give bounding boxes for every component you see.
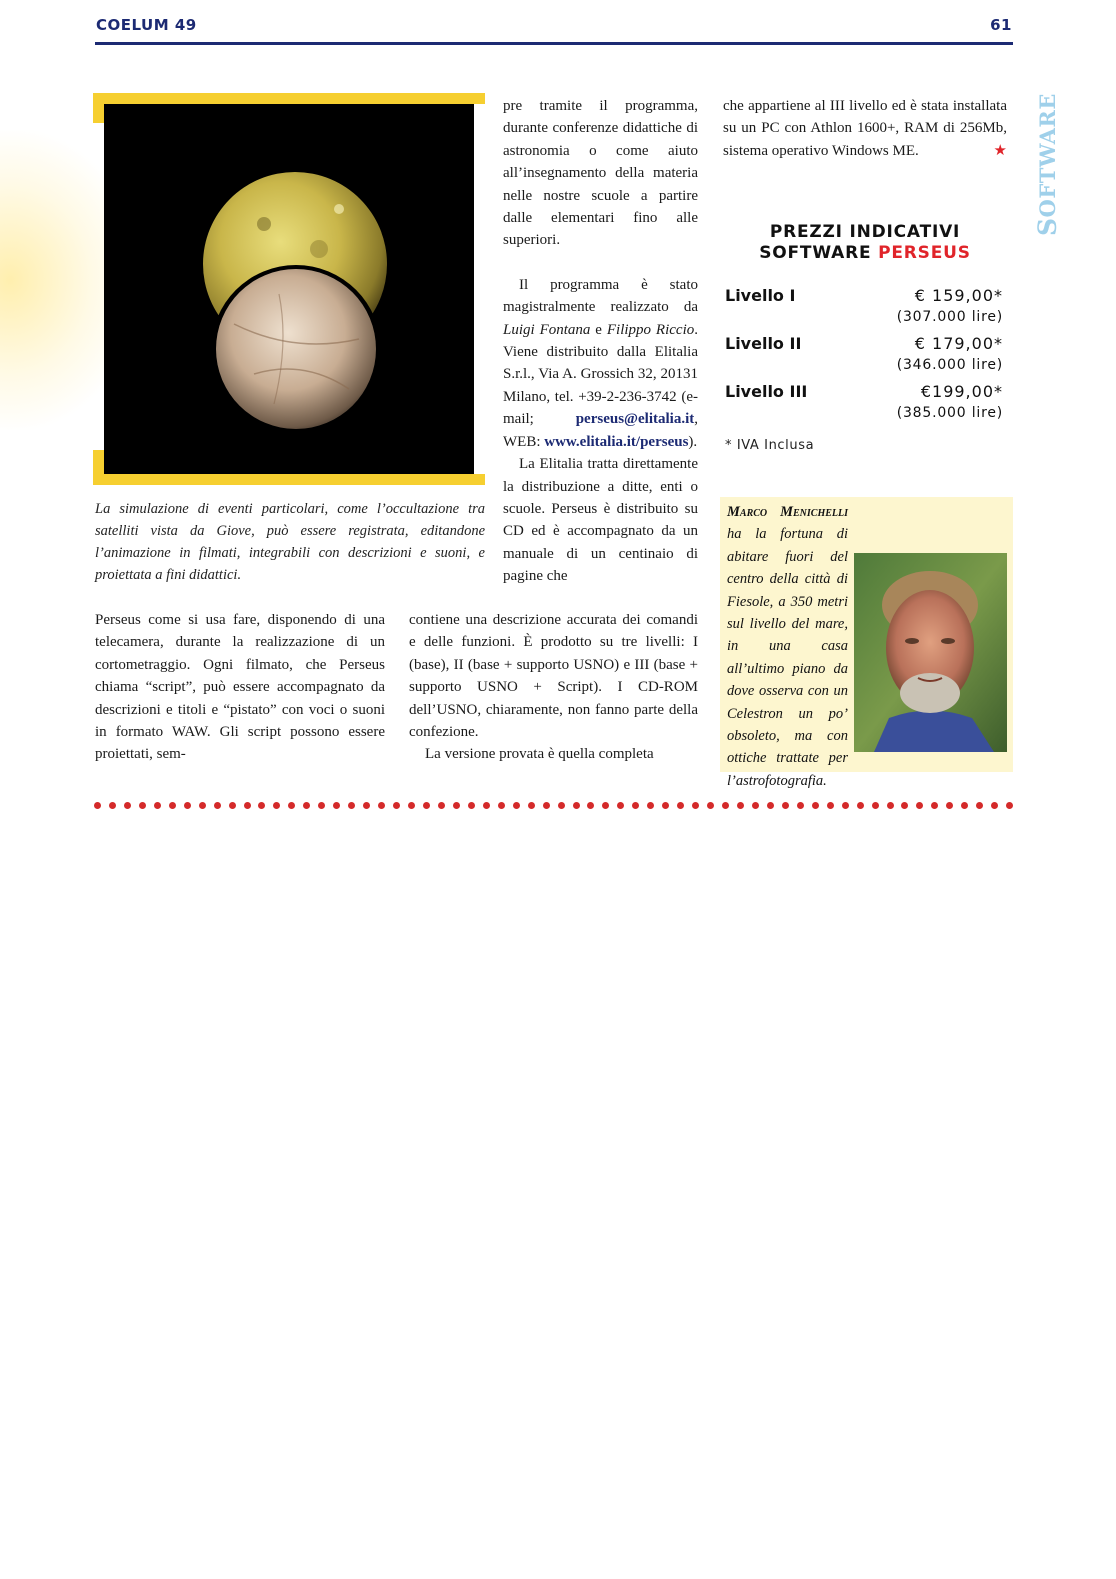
separator-dot <box>662 802 669 809</box>
frame-top <box>93 93 485 104</box>
body-paragraph: che appartiene al III livello ed è stata installata su un PC con Athlon 1600+, RAM di 256Mb, sistema operativo Windows ME. ★ <box>723 95 1007 162</box>
moons-occultation-image <box>104 104 474 474</box>
body-middle-lower-column <box>409 609 698 766</box>
separator-dot <box>169 802 176 809</box>
magazine-title: COELUM 49 <box>96 16 197 34</box>
frame-bottom <box>93 474 485 485</box>
separator-dot <box>752 802 759 809</box>
separator-dot <box>258 802 265 809</box>
separator-dot <box>722 802 729 809</box>
separator-dot <box>617 802 624 809</box>
separator-dot <box>961 802 968 809</box>
separator-dot <box>528 802 535 809</box>
separator-dot <box>916 802 923 809</box>
author-name: Marco Menichelli <box>727 504 848 520</box>
separator-dot <box>782 802 789 809</box>
dotted-separator <box>94 799 1014 811</box>
separator-dot <box>632 802 639 809</box>
separator-dot <box>199 802 206 809</box>
separator-dot <box>797 802 804 809</box>
separator-dot <box>333 802 340 809</box>
separator-dot <box>887 802 894 809</box>
separator-dot <box>602 802 609 809</box>
separator-dot <box>184 802 191 809</box>
separator-dot <box>707 802 714 809</box>
separator-dot <box>423 802 430 809</box>
body-paragraph: contiene una descrizione accurata dei comandi e delle funzioni. È prodotto su tre livelli: I (base), II (base + supporto USNO) e III (base + supporto USNO + Script). I CD-ROM dell’USNO, chiaramente, non fanno parte della confezione. <box>409 612 698 741</box>
header-rule <box>95 42 1013 45</box>
author-bio-box <box>720 497 1013 789</box>
price-row: Livello III €199,00* (385.000 lire) <box>725 382 1003 421</box>
separator-dot <box>438 802 445 809</box>
separator-dot <box>229 802 236 809</box>
separator-dot <box>363 802 370 809</box>
price-row: Livello II € 179,00* (346.000 lire) <box>725 334 1003 373</box>
separator-dot <box>348 802 355 809</box>
separator-dot <box>408 802 415 809</box>
separator-dot <box>214 802 221 809</box>
body-middle-column <box>503 95 698 588</box>
page-number: 61 <box>990 16 1012 34</box>
body-paragraph: pre tramite il programma, durante conferenze didattiche di astronomia o come aiuto all’insegnamento della materia nelle nostre scuole a partire dalle elementari fino alle superiori. <box>503 98 698 249</box>
separator-dot <box>931 802 938 809</box>
separator-dot <box>692 802 699 809</box>
body-right-column <box>723 95 1007 162</box>
separator-dot <box>124 802 131 809</box>
frame-left-top <box>93 93 104 123</box>
separator-dot <box>498 802 505 809</box>
figure-caption: La simulazione di eventi particolari, come l’occultazione tra satelliti vista da Giove, può essere registrata, editandone l’animazione in filmati, integrabili con descrizioni e suoni, e proiettata a fini didattici. <box>95 501 485 583</box>
separator-dot <box>827 802 834 809</box>
separator-dot <box>558 802 565 809</box>
separator-dot <box>857 802 864 809</box>
price-row: Livello I € 159,00* (307.000 lire) <box>725 286 1003 325</box>
separator-dot <box>453 802 460 809</box>
separator-dot <box>842 802 849 809</box>
separator-dot <box>901 802 908 809</box>
end-star-icon: ★ <box>993 142 1007 159</box>
separator-dot <box>109 802 116 809</box>
body-paragraph: Perseus come si usa fare, disponendo di una telecamera, durante la realizzazione di un cortometraggio. Ogni filmato, che Perseus chiama “script”, può essere accompagnato da descrizioni e titoli e “pistato” con voci o suoni in formato WAW. Gli script possono essere proiettati, sem- <box>95 612 385 763</box>
separator-dot <box>812 802 819 809</box>
separator-dot <box>872 802 879 809</box>
separator-dot <box>154 802 161 809</box>
separator-dot <box>288 802 295 809</box>
separator-dot <box>94 802 101 809</box>
separator-dot <box>303 802 310 809</box>
separator-dot <box>139 802 146 809</box>
price-box <box>723 222 1007 453</box>
section-side-label: SOFTWARE <box>1033 93 1062 236</box>
page-header <box>96 16 1012 36</box>
separator-dot <box>677 802 684 809</box>
separator-dot <box>976 802 983 809</box>
separator-dot <box>737 802 744 809</box>
separator-dot <box>573 802 580 809</box>
separator-dot <box>1006 802 1013 809</box>
author-photo <box>854 553 1007 752</box>
separator-dot <box>318 802 325 809</box>
separator-dot <box>647 802 654 809</box>
body-left-column <box>95 609 385 766</box>
author-bio-text: Marco Menichelli ha la fortuna di abitare fuori del centro della città di Fiesole, a 350 metri sul livello del mare, in una casa all’ultimo piano da dove osserva con un Celestron un po’ obsoleto, ma con ottiche trattate per l’astrofotografia. <box>727 501 1007 792</box>
separator-dot <box>513 802 520 809</box>
separator-dot <box>543 802 550 809</box>
price-box-title: PREZZI INDICATIVI SOFTWARE PERSEUS <box>759 222 971 263</box>
web-link[interactable]: www.elitalia.it/perseus <box>544 433 689 450</box>
email-link[interactable]: perseus@elitalia.it <box>575 411 695 428</box>
separator-dot <box>378 802 385 809</box>
body-paragraph: La Elitalia tratta direttamente la distribuzione a ditte, enti o scuole. Perseus è distribuito su CD ed è accompagnato da un manuale di un centinaio di pagine che <box>503 456 698 585</box>
separator-dot <box>468 802 475 809</box>
separator-dot <box>587 802 594 809</box>
body-paragraph: La versione provata è quella completa <box>425 746 654 763</box>
separator-dot <box>393 802 400 809</box>
separator-dot <box>273 802 280 809</box>
body-paragraph: Il programma è stato magistralmente realizzato da Luigi Fontana e Filippo Riccio. Viene distribuito dalla Elitalia S.r.l., Via A. Grossich 32, 20131 Milano, tel. +39-2-236-3742 (e-mail; perseus@elitalia.it, WEB: www.elitalia.it/perseus). <box>503 276 698 450</box>
separator-dot <box>767 802 774 809</box>
vat-note: * IVA Inclusa <box>725 438 815 453</box>
separator-dot <box>946 802 953 809</box>
separator-dot <box>991 802 998 809</box>
separator-dot <box>483 802 490 809</box>
separator-dot <box>244 802 251 809</box>
